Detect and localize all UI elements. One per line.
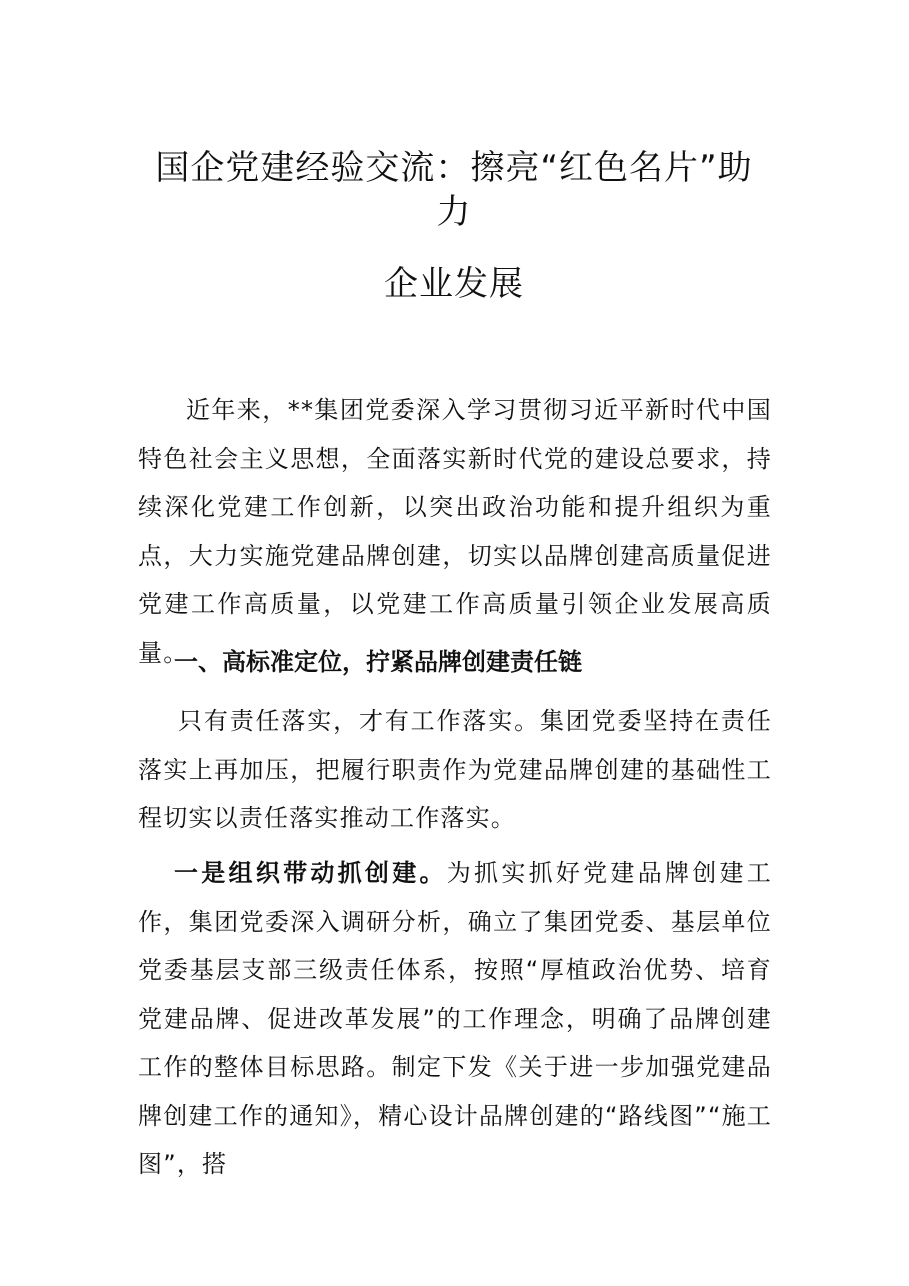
section-1-point-1-paragraph (138, 849, 772, 1189)
document-title-line-1: 国企党建经验交流：擦亮“红色名片”助力 (155, 148, 753, 232)
section-1-paragraph: 只有责任落实，才有工作落实。集团党委坚持在责任落实上再加压，把履行职责作为党建品牌创建的基础性工程切实以责任落实推动工作落实。 (138, 707, 772, 832)
point-1-text: 为抓实抓好党建品牌创建工作，集团党委深入调研分析，确立了集团党委、基层单位党委基层支部三级责任体系，按照“厚植政治优势、培育党建品牌、促进改革发展”的工作理念，明确了品牌创建工作的整体目标思路。制定下发《关于进一步加强党建品牌创建工作的通知》，精心设计品牌创建的“路线图”“施工图”，搭 (138, 859, 772, 1178)
section-1-heading: 一、高标准定位，拧紧品牌创建责任链 (174, 648, 582, 676)
point-1-lead: 一是组织带动抓创建。 (174, 859, 447, 887)
intro-paragraph: 近年来，**集团党委深入学习贯彻习近平新时代中国特色社会主义思想，全面落实新时代党的建设总要求，持续深化党建工作创新，以突出政治功能和提升组织为重点，大力实施党建品牌创建，切实以品牌创建高质量促进党建工作高质量，以党建工作高质量引领企业发展高质量。 (138, 396, 772, 667)
document-title-line-2: 企业发展 (384, 264, 524, 304)
